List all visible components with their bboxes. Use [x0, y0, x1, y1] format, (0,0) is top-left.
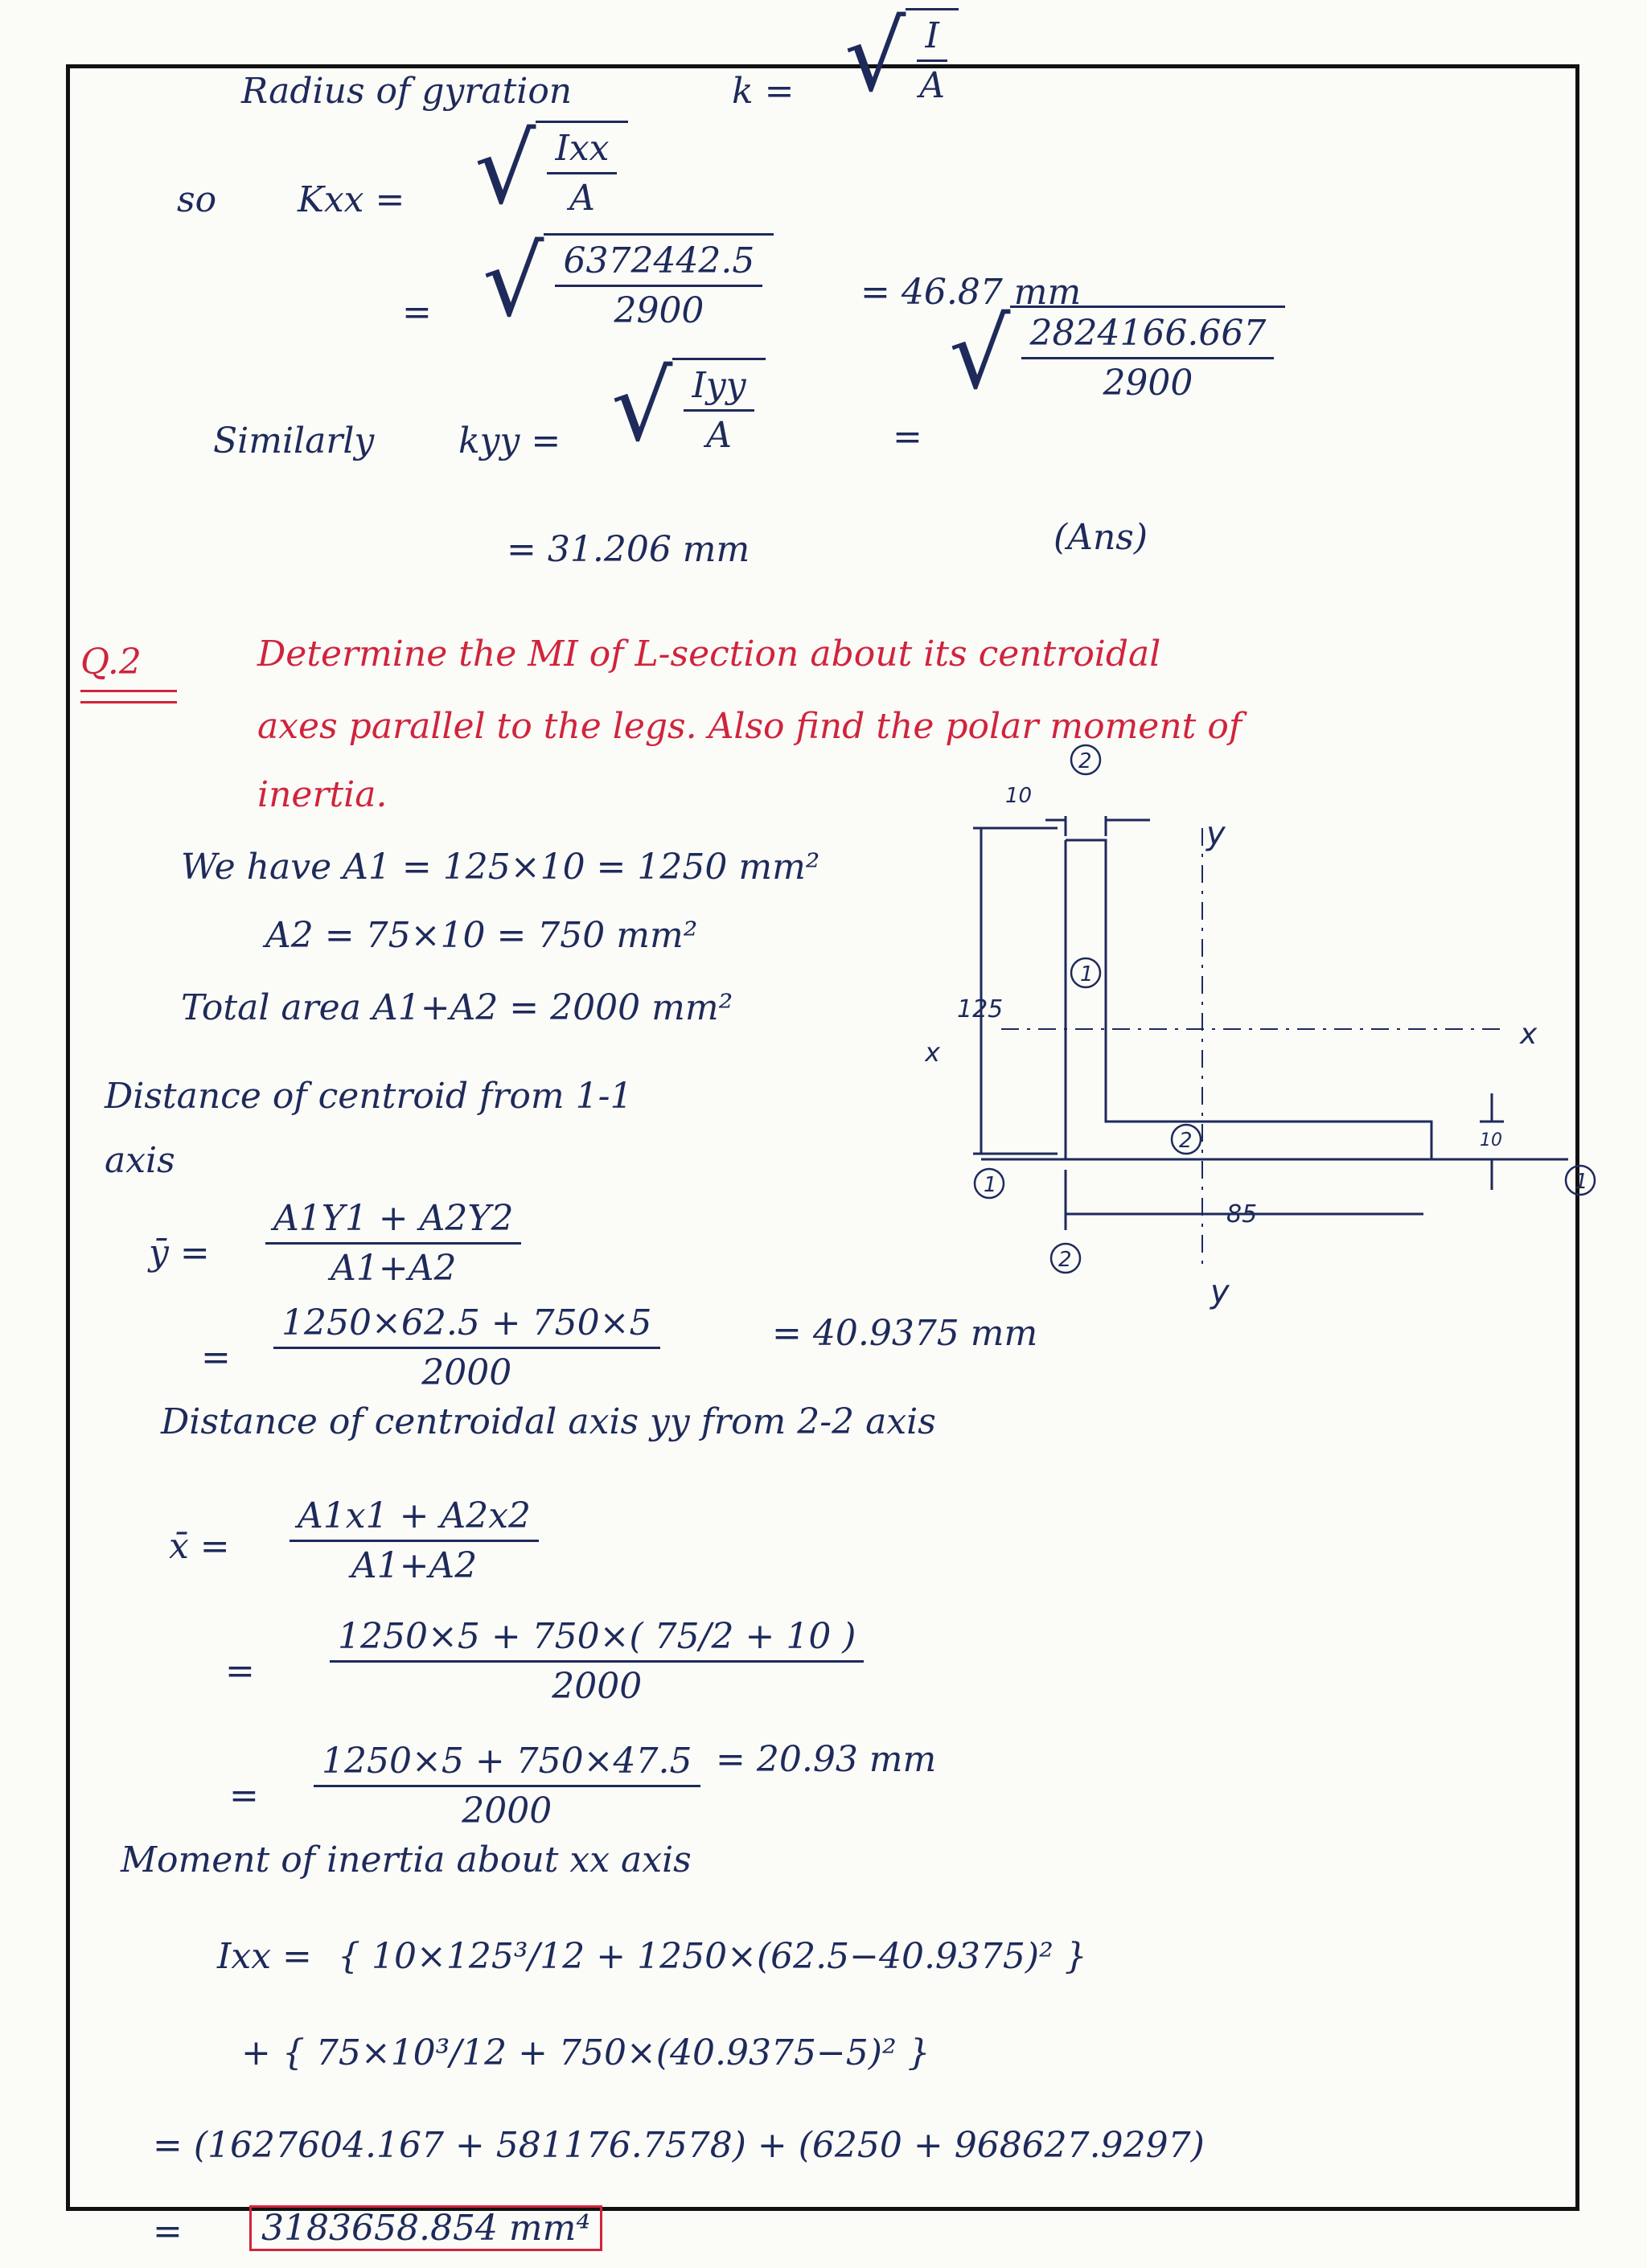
ybar-eq: = — [201, 1337, 231, 1378]
kyy-val-num: 2824166.667 — [1021, 313, 1274, 359]
circ-label-1-part: 1 — [1080, 962, 1094, 986]
centroid-y-heading-2: axis — [105, 1140, 175, 1181]
ixx-eq-4: = — [153, 2211, 183, 2252]
ans-label: (Ans) — [1054, 517, 1148, 558]
dim-right-10: 10 — [1480, 1130, 1502, 1150]
xbar-calc-2-den: 2000 — [462, 1790, 552, 1831]
xbar-result: = 20.93 mm — [716, 1739, 937, 1780]
moment-heading: Moment of inertia about xx axis — [121, 1839, 692, 1880]
circ-label-1-right: 1 — [1575, 1170, 1588, 1194]
kxx-label: Kxx = — [298, 179, 405, 220]
ixx-line-3: = (1627604.167 + 581176.7578) + (6250 + 968627.9297) — [153, 2125, 1205, 2166]
ixx-term-1: { 10×125³/12 + 1250×(62.5−40.9375)² } — [338, 1936, 1087, 1977]
ybar-formula-num: A1Y1 + A2Y2 — [265, 1198, 521, 1245]
circ-label-1-left: 1 — [984, 1173, 997, 1197]
kyy-val-den: 2900 — [1103, 363, 1193, 404]
kyy-sqrt: √ $\frac{\text{Iyy}}{A}$ — [611, 358, 766, 456]
l-section-outline — [1066, 840, 1431, 1159]
label-x-left: x — [925, 1037, 940, 1068]
ixx-term-2: + { 75×10³/12 + 750×(40.9375−5)² } — [241, 2032, 930, 2073]
label-x-right: x — [1520, 1018, 1538, 1051]
kyy-val-sqrt: √ $\frac{2824166.667}{2900}$ — [949, 306, 1285, 404]
rog-k: k = — [732, 71, 795, 112]
so-label: so — [177, 179, 217, 220]
kxx-result: = 46.87 mm — [860, 272, 1082, 313]
rog-label: Radius of gyration — [241, 71, 573, 112]
kxx-sqrt: √ $\frac{\text{Ixx}}{A}$ — [474, 121, 628, 219]
dim-top-10: 10 — [1005, 784, 1033, 808]
eq-1: = — [402, 292, 432, 333]
rog-sqrt: √ $\frac{I}{A}$ — [844, 8, 959, 106]
xbar-calc-2-num: 1250×5 + 750×47.5 — [314, 1741, 700, 1787]
xbar-eq-1: = — [225, 1651, 255, 1692]
kyy-num: Iyy — [684, 365, 754, 412]
question-label: Q.2 — [80, 642, 142, 683]
circ-label-2-part: 2 — [1179, 1129, 1193, 1153]
question-underline-2 — [80, 701, 177, 703]
xbar-formula-num: A1x1 + A2x2 — [290, 1495, 539, 1542]
circ-label-2-bottom: 2 — [1058, 1248, 1072, 1272]
xbar-calc-1-num: 1250×5 + 750×( 75/2 + 10 ) — [330, 1616, 864, 1663]
kyy-result: = 31.206 mm — [507, 529, 750, 570]
area-a1: We have A1 = 125×10 = 1250 mm² — [181, 847, 820, 888]
xbar-calc-1-den: 2000 — [552, 1666, 643, 1707]
area-total: Total area A1+A2 = 2000 mm² — [181, 987, 733, 1028]
rog-den: A — [919, 65, 946, 106]
dim-bottom-85: 85 — [1226, 1200, 1258, 1228]
ixx-final-box: 3183658.854 mm⁴ — [249, 2205, 602, 2251]
question-underline-1 — [80, 690, 177, 692]
question-line-1: Determine the MI of L-section about its centroidal — [257, 634, 1161, 675]
ybar-result: = 40.9375 mm — [772, 1313, 1038, 1354]
kxx-val-den: 2900 — [614, 290, 704, 331]
kxx-num: Ixx — [547, 128, 617, 174]
kxx-val-num: 6372442.5 — [555, 240, 762, 287]
xbar-eq-2: = — [229, 1775, 259, 1816]
ybar-calc-den: 2000 — [421, 1352, 512, 1393]
question-line-2: axes parallel to the legs. Also find the polar moment of — [257, 706, 1242, 747]
kyy-den: A — [706, 415, 732, 456]
ybar-calc — [273, 1302, 660, 1393]
kyy-label: kyy = — [458, 420, 561, 461]
kxx-val-sqrt: √ $\frac{6372442.5}{2900}$ — [483, 233, 774, 331]
xbar-calc-1 — [330, 1616, 864, 1707]
question-line-3: inertia. — [257, 774, 388, 815]
label-y-bottom: y — [1210, 1273, 1230, 1310]
xbar-formula — [290, 1495, 539, 1586]
centroid-y-heading-1: Distance of centroid from 1-1 — [105, 1076, 633, 1117]
xbar-formula-den: A1+A2 — [351, 1545, 478, 1586]
area-a2: A2 = 75×10 = 750 mm² — [265, 915, 698, 956]
l-section-diagram — [925, 740, 1600, 1351]
dim-height-125: 125 — [957, 995, 1004, 1023]
similarly-label: Similarly — [213, 420, 375, 461]
xbar-label: x̄ = — [169, 1526, 230, 1567]
centroid-x-heading: Distance of centroidal axis yy from 2-2 axis — [161, 1401, 936, 1442]
rog-num: I — [917, 15, 947, 62]
ybar-calc-num: 1250×62.5 + 750×5 — [273, 1302, 660, 1349]
xbar-calc-2 — [314, 1741, 700, 1831]
ybar-formula — [265, 1198, 521, 1289]
ixx-label: Ixx = — [217, 1936, 312, 1977]
circ-label-2-top: 2 — [1078, 749, 1092, 773]
kxx-den: A — [569, 178, 595, 219]
ybar-formula-den: A1+A2 — [331, 1248, 457, 1289]
ixx-final-wrap — [249, 2209, 602, 2248]
label-y-top: y — [1206, 815, 1226, 852]
ybar-label: ȳ = — [149, 1232, 210, 1273]
eq-2: = — [893, 416, 922, 457]
